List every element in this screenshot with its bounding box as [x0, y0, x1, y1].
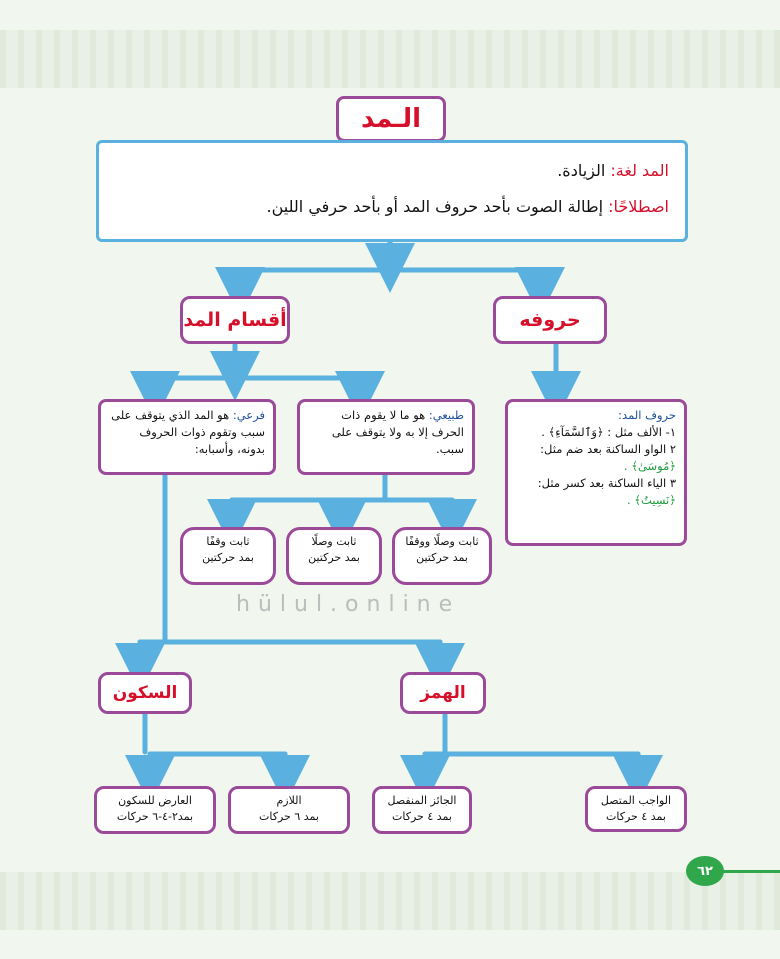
huruf-line2-example: ﴿مُوسَىٰ﴾ . — [623, 459, 676, 473]
hamz-item-box — [585, 786, 687, 832]
sukun-title: السكون — [112, 683, 178, 703]
tabii-type-line2: بمد حركتين — [416, 551, 468, 564]
sukun-item-line1: اللازم — [276, 794, 302, 807]
main-title: الـمد — [361, 104, 422, 134]
hamz-title-box — [400, 672, 486, 714]
hamz-item-line2: بمد ٤ حركات — [392, 810, 452, 823]
istilah-label: اصطلاحًا: — [608, 197, 669, 216]
tabii-type-box — [180, 527, 276, 585]
tabii-box — [297, 399, 475, 475]
sukun-item-box — [94, 786, 216, 834]
huruf-content-box — [505, 399, 687, 546]
lugha-label: المد لغة: — [610, 161, 669, 180]
definition-lugha — [115, 153, 669, 189]
farii-box — [98, 399, 276, 475]
tabii-type-line2: بمد حركتين — [308, 551, 360, 564]
farii-text: هو المد الذي يتوقف على سبب وتقوم ذوات الحروف بدونه، وأسبابه: — [111, 408, 265, 456]
tabii-type-box — [286, 527, 382, 585]
istilah-text: إطالة الصوت بأحد حروف المد أو بأحد حرفي اللين. — [266, 197, 609, 216]
huruf-line2: ٢ الواو الساكنة بعد ضم مثل: — [540, 442, 676, 456]
tabii-type-line1: ثابت وقفًا — [206, 535, 250, 548]
aqsam-title: أقسام المد — [183, 309, 287, 331]
tabii-label: طبيعي: — [428, 408, 464, 422]
hamz-item-line2: بمد ٤ حركات — [606, 810, 666, 823]
sukun-item-line2: بمد ٦ حركات — [259, 810, 319, 823]
tabii-type-box — [392, 527, 492, 585]
watermark: hülul.online — [236, 592, 461, 617]
tabii-type-line1: ثابت وصلًا — [311, 535, 357, 548]
main-title-box — [336, 96, 446, 142]
hamz-title: الهمز — [420, 683, 466, 703]
lugha-text: الزيادة. — [557, 161, 611, 180]
page-number-line — [718, 870, 780, 873]
definition-box — [96, 140, 688, 242]
aqsam-title-box — [180, 296, 290, 344]
tabii-text: هو ما لا يقوم ذات الحرف إلا به ولا يتوقف على سبب. — [331, 408, 464, 456]
huruf-line3: ٣ الياء الساكنة بعد كسر مثل: — [537, 476, 676, 490]
definition-istilah — [115, 189, 669, 225]
huruf-title-box — [493, 296, 607, 344]
sukun-title-box — [98, 672, 192, 714]
farii-label: فرعي: — [232, 408, 265, 422]
sukun-item-box — [228, 786, 350, 834]
huruf-line1: ١- الألف مثل : ﴿وَٱلسَّمَآءِ﴾ . — [541, 425, 676, 439]
huruf-heading: حروف المد: — [618, 408, 676, 422]
sukun-item-line2: بمد٢-٤-٦ حركات — [116, 810, 194, 823]
hamz-item-line1: الجائز المنفصل — [387, 794, 457, 807]
huruf-title: حروفه — [519, 309, 581, 331]
page-number: ٦٢ — [686, 856, 724, 886]
tabii-type-line1: ثابت وصلًا ووقفًا — [405, 535, 479, 548]
tabii-type-line2: بمد حركتين — [202, 551, 254, 564]
sukun-item-line1: العارض للسكون — [118, 794, 192, 807]
hamz-item-box — [372, 786, 472, 834]
huruf-line3-example: ﴿نَسِيتُ﴾ . — [626, 493, 676, 507]
hamz-item-line1: الواجب المتصل — [600, 794, 672, 807]
